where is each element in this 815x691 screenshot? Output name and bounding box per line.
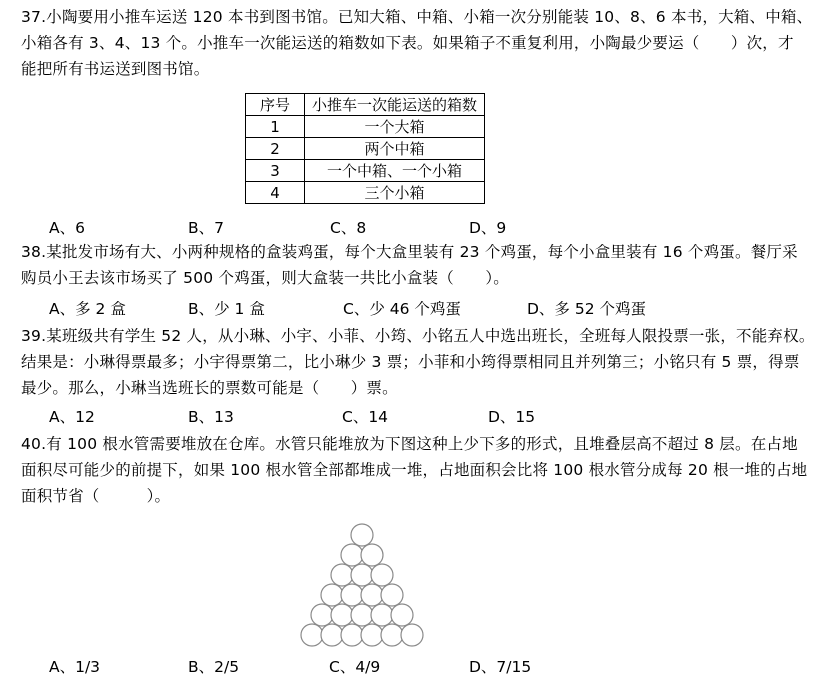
table-row [246, 182, 485, 204]
option-38-d: D、多 52 个鸡蛋 [527, 300, 647, 318]
pipe-circle [311, 604, 333, 626]
pipe-circle [381, 624, 403, 646]
option-40-d: D、7/15 [469, 658, 532, 676]
table-cell-desc: 三个小箱 [305, 182, 485, 204]
table-row [246, 138, 485, 160]
question-39-line-2: 结果是：小琳得票最多；小宇得票第二，比小琳少 3 票；小菲和小筠得票相同且并列第三；小铭只有 5 票，得票 [21, 353, 800, 371]
question-38-line-2: 购员小王去该市场买了 500 个鸡蛋，则大盒装一共比小盒装（ ）。 [21, 269, 509, 287]
option-37-d: D、9 [469, 219, 507, 237]
pipe-circle [341, 624, 363, 646]
pipe-circle [331, 604, 353, 626]
table-cell-seq: 2 [246, 138, 305, 160]
question-39-line-1: 39.某班级共有学生 52 人，从小琳、小宇、小菲、小筠、小铭五人中选出班长，全班每人限投票一张，不能弃权。 [21, 327, 815, 345]
question-37-line-1: 37.小陶要用小推车运送 120 本书到图书馆。已知大箱、中箱、小箱一次分别能装 10、8、6 本书，大箱、中箱、 [21, 8, 813, 26]
question-40-line-3: 面积节省（ ）。 [21, 487, 171, 505]
question-40-line-2: 面积尽可能少的前提下，如果 100 根水管全部都堆成一堆，占地面积会比将 100 根水管分成每 20 根一堆的占地 [21, 461, 808, 479]
pipe-circle [361, 624, 383, 646]
option-40-c: C、4/9 [329, 658, 381, 676]
pipe-circle [341, 584, 363, 606]
table-cell-desc: 一个中箱、一个小箱 [305, 160, 485, 182]
pipe-circle [371, 604, 393, 626]
question-37-line-3: 能把所有书运送到图书馆。 [21, 60, 210, 78]
option-37-a: A、6 [49, 219, 85, 237]
question-37-options [0, 215, 712, 241]
question-38-line-1: 38.某批发市场有大、小两种规格的盒装鸡蛋，每个大盒里装有 23 个鸡蛋，每个小盒里装有 16 个鸡蛋。餐厅采 [21, 243, 798, 261]
pipe-circle [331, 564, 353, 586]
pipe-circle [361, 584, 383, 606]
pipe-stack-pyramid-figure [300, 523, 424, 647]
pipe-circle [321, 584, 343, 606]
table-header-row [246, 94, 485, 116]
table-row [246, 160, 485, 182]
pipe-circle [381, 584, 403, 606]
table-cell-seq: 1 [246, 116, 305, 138]
table-cell-desc: 两个中箱 [305, 138, 485, 160]
question-37-line-2: 小箱各有 3、4、13 个。小推车一次能运送的箱数如下表。如果箱子不重复利用，小陶最少要运（ ）次，才 [21, 34, 794, 52]
pipe-circle [321, 624, 343, 646]
pipe-circle [391, 604, 413, 626]
pipe-circle [361, 544, 383, 566]
table-header-desc: 小推车一次能运送的箱数 [305, 94, 485, 116]
pipe-circle [401, 624, 423, 646]
table-row [246, 116, 485, 138]
option-39-c: C、14 [342, 408, 389, 426]
table-cell-seq: 4 [246, 182, 305, 204]
option-39-d: D、15 [488, 408, 536, 426]
pipe-circle [351, 604, 373, 626]
question-38-options [0, 296, 712, 322]
cart-boxes-table [245, 93, 485, 204]
question-40-options [0, 654, 712, 680]
option-38-b: B、少 1 盒 [188, 300, 265, 318]
table-cell-desc: 一个大箱 [305, 116, 485, 138]
option-37-b: B、7 [188, 219, 224, 237]
pipe-circle [351, 564, 373, 586]
pipe-circle [301, 624, 323, 646]
pipe-circle [371, 564, 393, 586]
option-38-c: C、少 46 个鸡蛋 [343, 300, 461, 318]
option-40-b: B、2/5 [188, 658, 240, 676]
question-39-line-3: 最少。那么，小琳当选班长的票数可能是（ ）票。 [21, 379, 398, 397]
table-cell-seq: 3 [246, 160, 305, 182]
option-39-a: A、12 [49, 408, 95, 426]
question-39-options [0, 404, 712, 430]
option-38-a: A、多 2 盒 [49, 300, 126, 318]
option-39-b: B、13 [188, 408, 234, 426]
option-40-a: A、1/3 [49, 658, 101, 676]
pipe-circle [341, 544, 363, 566]
pipe-circle [351, 524, 373, 546]
question-40-line-1: 40.有 100 根水管需要堆放在仓库。水管只能堆放为下图这种上少下多的形式，且堆叠层高不超过 8 层。在占地 [21, 435, 798, 453]
option-37-c: C、8 [330, 219, 367, 237]
table-header-seq: 序号 [246, 94, 305, 116]
